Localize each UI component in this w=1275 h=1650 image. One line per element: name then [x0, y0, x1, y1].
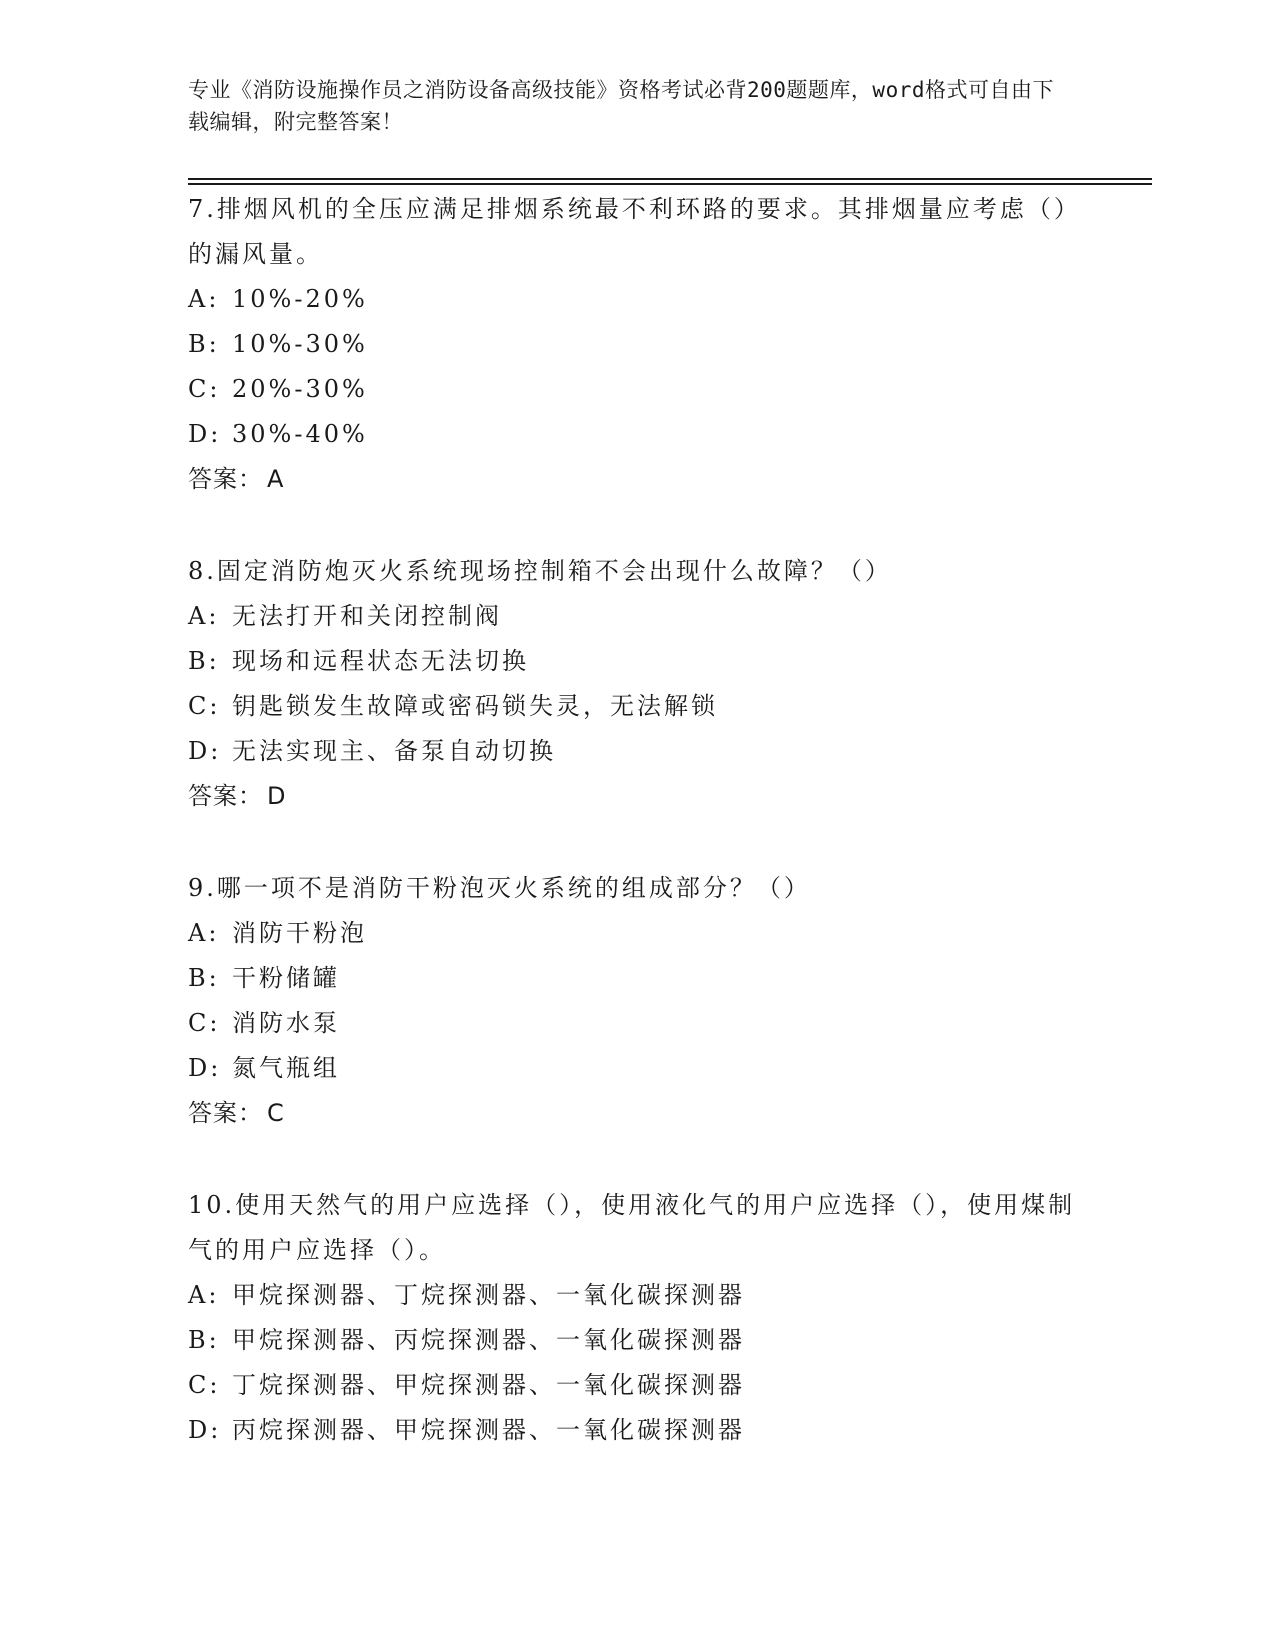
document-header: 专业《消防设施操作员之消防设备高级技能》资格考试必背200题题库，word格式可自由下载编辑，附完整答案！	[188, 78, 1054, 134]
option-text: 无法打开和关闭控制阀	[232, 602, 502, 630]
option-d	[188, 412, 1088, 457]
option-a	[188, 594, 1088, 639]
question-7	[188, 187, 1088, 502]
answer-label: 答案：	[188, 782, 263, 810]
header-divider-bottom	[188, 183, 1152, 185]
answer-line	[188, 774, 1088, 819]
option-letter: B:	[188, 647, 220, 675]
option-text: 20%-30%	[232, 375, 368, 403]
option-letter: D:	[188, 737, 222, 765]
answer-line	[188, 457, 1088, 502]
option-letter: C:	[188, 692, 221, 720]
option-d	[188, 1408, 1088, 1453]
answer-value: C	[267, 1099, 285, 1127]
option-letter: C:	[188, 375, 221, 403]
option-text: 钥匙锁发生故障或密码锁失灵，无法解锁	[232, 692, 718, 720]
answer-value: D	[267, 782, 287, 810]
question-stem: 8.固定消防炮灭火系统现场控制箱不会出现什么故障？（）	[188, 557, 892, 585]
option-a	[188, 277, 1088, 322]
option-c	[188, 684, 1088, 729]
option-text: 丙烷探测器、甲烷探测器、一氧化碳探测器	[232, 1416, 745, 1444]
option-a	[188, 911, 1088, 956]
option-text: 现场和远程状态无法切换	[232, 647, 529, 675]
option-text: 丁烷探测器、甲烷探测器、一氧化碳探测器	[232, 1371, 745, 1399]
option-c	[188, 1363, 1088, 1408]
option-b	[188, 322, 1088, 367]
option-text: 甲烷探测器、丁烷探测器、一氧化碳探测器	[232, 1281, 745, 1309]
option-letter: A:	[188, 1281, 220, 1309]
option-b	[188, 956, 1088, 1001]
option-letter: B:	[188, 330, 220, 358]
option-letter: D:	[188, 1054, 222, 1082]
option-c	[188, 367, 1088, 412]
option-text: 10%-20%	[232, 285, 368, 313]
option-b	[188, 1318, 1088, 1363]
option-letter: B:	[188, 1326, 220, 1354]
option-letter: D:	[188, 420, 222, 448]
question-stem: 7.排烟风机的全压应满足排烟系统最不利环路的要求。其排烟量应考虑（）的漏风量。	[188, 195, 1081, 268]
question-8	[188, 549, 1088, 819]
option-letter: D:	[188, 1416, 222, 1444]
answer-value: A	[267, 465, 285, 493]
question-9	[188, 866, 1088, 1136]
option-text: 无法实现主、备泵自动切换	[232, 737, 556, 765]
option-b	[188, 639, 1088, 684]
option-d	[188, 1046, 1088, 1091]
question-stem: 10.使用天然气的用户应选择（），使用液化气的用户应选择（），使用煤制气的用户应选择（）。	[188, 1191, 1076, 1264]
question-10	[188, 1183, 1088, 1453]
answer-line	[188, 1091, 1088, 1136]
option-text: 10%-30%	[232, 330, 368, 358]
answer-label: 答案：	[188, 1099, 263, 1127]
option-text: 干粉储罐	[232, 964, 340, 992]
header-divider-top	[188, 178, 1152, 180]
question-stem: 9.哪一项不是消防干粉泡灭火系统的组成部分？（）	[188, 874, 811, 902]
option-letter: C:	[188, 1009, 221, 1037]
option-text: 消防水泵	[232, 1009, 340, 1037]
answer-label: 答案：	[188, 465, 263, 493]
option-letter: C:	[188, 1371, 221, 1399]
option-a	[188, 1273, 1088, 1318]
option-letter: A:	[188, 602, 220, 630]
option-letter: A:	[188, 919, 220, 947]
option-text: 30%-40%	[232, 420, 368, 448]
option-letter: A:	[188, 285, 220, 313]
option-text: 氮气瓶组	[232, 1054, 340, 1082]
option-letter: B:	[188, 964, 220, 992]
option-d	[188, 729, 1088, 774]
option-text: 消防干粉泡	[232, 919, 367, 947]
option-text: 甲烷探测器、丙烷探测器、一氧化碳探测器	[232, 1326, 745, 1354]
option-c	[188, 1001, 1088, 1046]
